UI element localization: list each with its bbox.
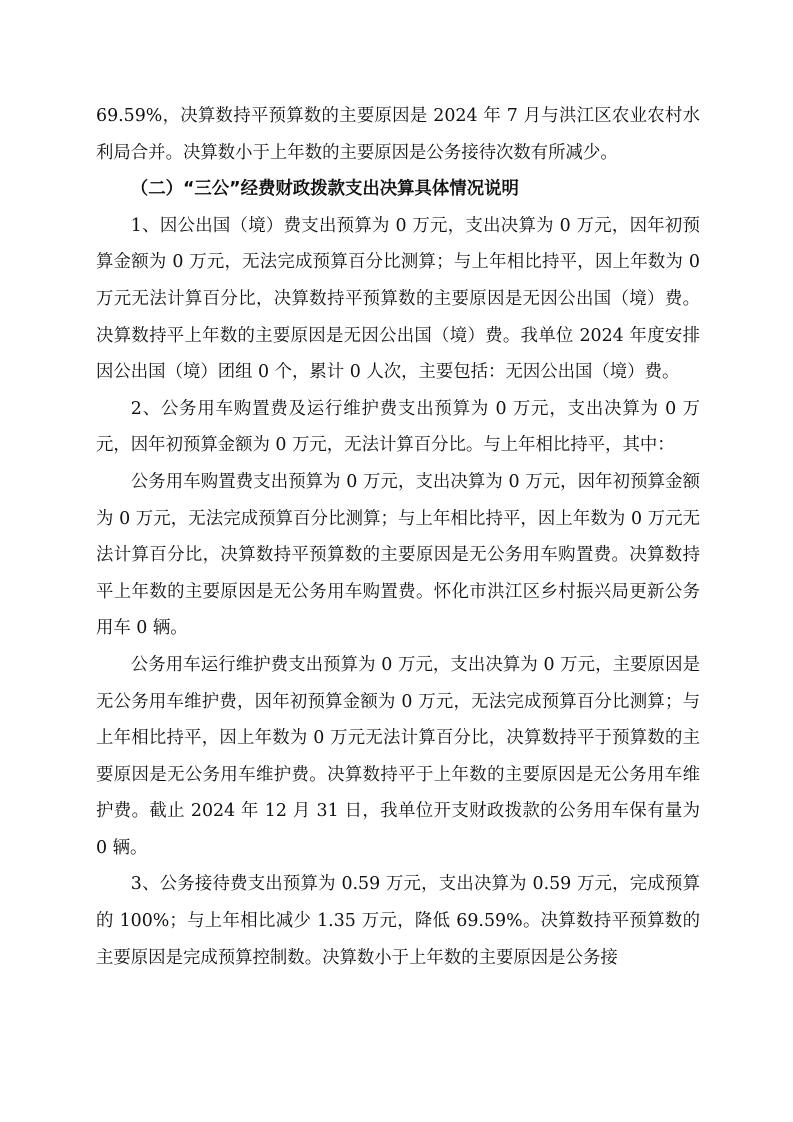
section-heading: （二）“三公”经费财政拨款支出决算具体情况说明 <box>130 179 519 200</box>
paragraph-vehicle-maintenance: 公务用车运行维护费支出预算为 0 万元，支出决算为 0 万元，主要原因是无公务用车维护费，因年初预算金额为 0 万元，无法完成预算百分比测算；与上年相比持平，因上年数为 0 万元无法计算百分比，决算数持平于预算数的主要原因是无公务用车维护费。决算数持平于上年数的主要原因是无公务用车维护费。截止 2024 年 12 月 31 日，我单位开支财政拨款的公务用车保有量为 0 辆。 <box>96 654 700 858</box>
paragraph-vehicle-total: 2、公务用车购置费及运行维护费支出预算为 0 万元，支出决算为 0 万元，因年初预算金额为 0 万元，无法计算百分比。与上年相比持平，其中： <box>96 398 700 456</box>
paragraph-reception: 3、公务接待费支出预算为 0.59 万元，支出决算为 0.59 万元，完成预算的 100%；与上年相比减少 1.35 万元，降低 69.59%。决算数持平预算数的主要原因是完成预算控制数。决算数小于上年数的主要原因是公务接 <box>96 874 700 968</box>
paragraph-vehicle-purchase: 公务用车购置费支出预算为 0 万元，支出决算为 0 万元，因年初预算金额为 0 万元，无法完成预算百分比测算；与上年相比持平，因上年数为 0 万元无法计算百分比，决算数持平预算数的主要原因是无公务用车购置费。决算数持平上年数的主要原因是无公务用车购置费。怀化市洪江区乡村振兴局更新公务用车 0 辆。 <box>96 471 700 639</box>
paragraph-continuation: 69.59%，决算数持平预算数的主要原因是 2024 年 7 月与洪江区农业农村水利局合并。决算数小于上年数的主要原因是公务接待次数有所减少。 <box>96 106 700 163</box>
paragraph-overseas-travel: 1、因公出国（境）费支出预算为 0 万元，支出决算为 0 万元，因年初预算金额为 0 万元，无法完成预算百分比测算；与上年相比持平，因上年数为 0 万元无法计算百分比，决算数持平预算数的主要原因是无因公出国（境）费。决算数持平上年数的主要原因是无因公出国（境）费。我单位 2024 年度安排因公出国（境）团组 0 个，累计 0 人次，主要包括：无因公出国（境）费。 <box>96 215 700 383</box>
document-page <box>96 98 700 976</box>
